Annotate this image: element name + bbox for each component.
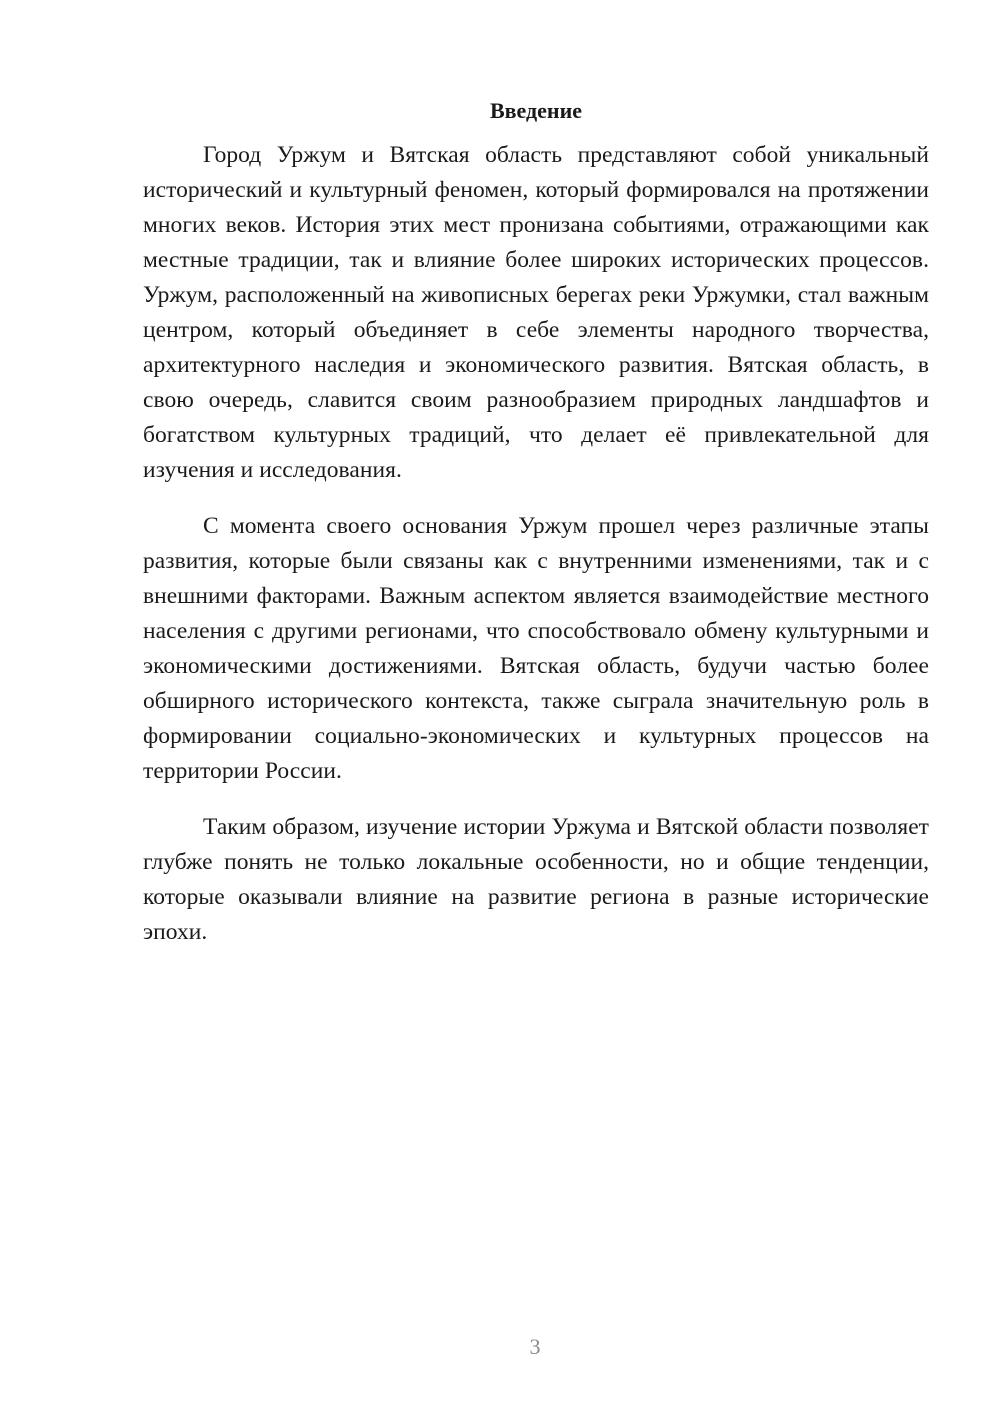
paragraph-1: Город Уржум и Вятская область представляют собой уникальный исторический и культурный феномен, который формировался на протяжении многих веков. История этих мест пронизана событиями, отражающими как местные традиции, так и влияние более широких исторических процессов. Уржум, расположенный на живописных берегах реки Уржумки, стал важным центром, который объединяет в себе элементы народного творчества, архитектурного наследия и экономического развития. Вятская область, в свою очередь, славится своим разнообразием природных ландшафтов и богатством культурных традиций, что делает её привлекательной для изучения и исследования.	[143, 142, 929, 483]
section-title: Введение	[489, 98, 583, 123]
paragraph-2: С момента своего основания Уржум прошел через различные этапы развития, которые были связаны как с внутренними изменениями, так и с внешними факторами. Важным аспектом является взаимодействие местного населения с другими регионами, что способствовало обмену культурными и экономическими достижениями. Вятская область, будучи частью более обширного исторического контекста, также сыграла значительную роль в формировании социально-экономических и культурных процессов на территории России.	[143, 513, 929, 784]
paragraph-3: Таким образом, изучение истории Уржума и Вятской области позволяет глубже понять не только локальные особенности, но и общие тенденции, которые оказывали влияние на развитие региона в разные исторические эпохи.	[143, 814, 929, 945]
page-content	[143, 96, 929, 971]
page-number: 3	[529, 1334, 541, 1359]
